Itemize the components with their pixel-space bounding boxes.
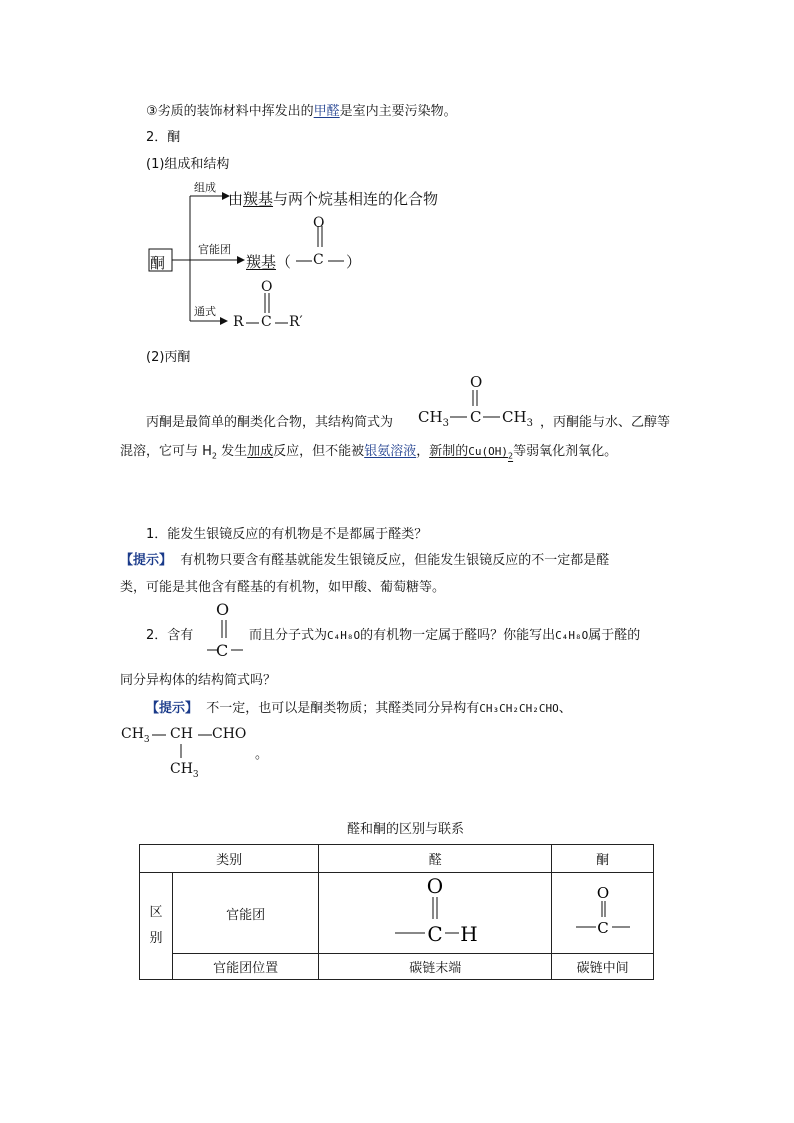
formula-r1: R [233,314,244,330]
q2-carbon: C [216,641,229,660]
comparison-table [139,844,654,980]
intro-text: ③劣质的装饰材料中挥发出的 [146,104,314,119]
ketone-position: 碳链中间 [552,954,654,980]
group-carbon: C [313,252,324,268]
answer-1-text: 有机物只要含有醛基就能发生银镜反应，但能发生银镜反应的不一定都是醛 [180,553,610,568]
branch-label-functional-group: 官能团 [198,243,231,256]
acetone-ch3-right-sub: 3 [526,418,533,429]
q2-formula-1: C₄H₈O [327,629,361,642]
acetone-ch3-left-text: CH [418,408,443,426]
aldehyde-carbon: C [427,922,443,946]
group-paren-close: ） [346,253,362,271]
acetone-paragraph-line1-end: ，丙酮能与水、乙醇等 [540,415,671,430]
formula-carbon: C [261,314,272,330]
q2-oxygen: O [216,600,230,619]
branch-label-composition: 组成 [194,181,216,194]
ketone-carbon: C [596,919,609,937]
group-paren-open: （ [276,253,292,271]
ketone-oxygen: O [596,884,609,902]
isobutanal-cho: CHO [212,726,247,742]
branch-label-general-formula: 通式 [194,305,216,318]
intro-text-end: 是室内主要污染物。 [339,104,457,119]
acetone-p2-fresh: 新制的 [429,444,469,459]
acetone-p2-cuoh2: Cu(OH) [468,445,508,458]
header-category: 类别 [140,845,319,873]
acetone-p2-c: 反应，但不能被 [273,444,365,459]
answer-2-separator: 、 [558,701,572,716]
answer-1-line2: 类，可能是其他含有醛基的有机物，如甲酸、葡萄糖等。 [120,580,446,595]
row1-label: 官能团 [173,873,319,954]
isobutanal-branch-sub: 3 [192,769,199,780]
table-header-row [140,845,654,873]
answer-2-text: 不一定，也可以是酮类物质；其醛类同分异构有 [206,701,480,716]
hint-label-2: 【提示】 [146,701,199,716]
formula-r2: R′ [289,314,303,330]
acetone-p2-silver-ammonia[interactable]: 银氨溶液 [364,444,417,459]
table-row-functional-group [140,873,654,954]
answer-1-line1 [120,549,609,568]
intro-link-formaldehyde[interactable]: 甲醛 [313,104,340,119]
acetone-p2-addition: 加成 [247,444,274,459]
question-2-line1 [249,624,640,643]
acetone-ch3-left-sub: 3 [442,418,449,429]
isobutanal-branch-text: CH [170,761,193,777]
answer-2-end: 。 [255,747,269,762]
composition-text-carbonyl: 羰基 [243,190,274,208]
row-group-label [140,873,173,980]
arrowhead-formula [220,317,228,325]
isobutanal-ch3-sub: 3 [143,734,150,745]
acetone-p2-sub: 2 [211,451,218,461]
acetone-p2-b: 发生 [217,444,248,459]
acetone-p2-e: 等弱氧化剂氧化。 [513,444,618,459]
aldehyde-position: 碳链末端 [319,954,552,980]
intro-line [146,100,457,119]
ketone-functional-group [552,873,654,954]
isobutanal-ch: CH [170,726,193,742]
acetone-p2-a: 混溶，它可与 H [120,444,212,459]
aldehyde-functional-group [319,873,552,954]
row2-label: 官能团位置 [173,954,319,980]
q2-formula-2: C₄H₈O [555,629,589,642]
acetone-p2-d: ， [416,444,430,459]
diagram-root-ketone: 酮 [150,254,166,272]
aldehyde-oxygen: O [427,874,444,898]
question-2-prefix: 2．含有 [146,628,194,643]
subheading-acetone: (2)丙酮 [146,350,191,365]
aldehyde-hydrogen: H [460,922,478,946]
row-group-label-1: 区 [149,905,163,920]
answer-2-formula: CH₃CH₂CH₂CHO [479,702,559,715]
group-text-carbonyl: 羰基 [246,253,277,271]
acetone-ch3-left [418,408,449,429]
aldehyde-structure [385,873,485,949]
acetone-ch3-right [502,408,533,429]
functional-group-text [246,251,291,272]
q2-text-d: 属于醛的 [588,628,641,643]
hint-label-1: 【提示】 [120,553,173,568]
acetone-p2-cuoh2-sub: 2 [507,451,514,461]
acetone-paragraph-line1-text: 丙酮是最简单的酮类化合物，其结构简式为 [146,415,394,430]
group-oxygen: O [313,215,325,231]
isobutanal-ch3-text: CH [121,726,144,742]
header-ketone: 酮 [552,845,654,873]
arrowhead-group [237,256,245,264]
q2-text-c: 的有机物一定属于醛吗？你能写出 [360,628,556,643]
acetone-ch3-right-text: CH [502,408,527,426]
table-row-position [140,954,654,980]
question-2-line2: 同分异构体的结构简式吗？ [120,673,277,688]
header-aldehyde: 醛 [319,845,552,873]
subheading-composition: (1)组成和结构 [146,157,230,172]
ketone-structure [568,879,638,943]
acetone-paragraph-line2 [120,440,617,461]
question-1: 1．能发生银镜反应的有机物是不是都属于醛类？ [146,527,428,542]
composition-text-a: 由 [228,190,244,208]
section-heading-ketone: 2．酮 [146,130,181,145]
answer-2-line1 [146,697,572,716]
isobutanal-ch3-branch [170,761,199,780]
q2-text-b: 而且分子式为 [249,628,328,643]
isobutanal-ch3-left [121,726,150,745]
acetone-carbon: C [470,408,482,426]
acetone-oxygen: O [470,373,483,391]
formula-oxygen: O [261,279,273,295]
table-title: 醛和酮的区别与联系 [347,822,465,837]
composition-text-b: 与两个烷基相连的化合物 [273,190,439,208]
row-group-label-2: 别 [149,931,163,946]
composition-definition [228,188,438,209]
